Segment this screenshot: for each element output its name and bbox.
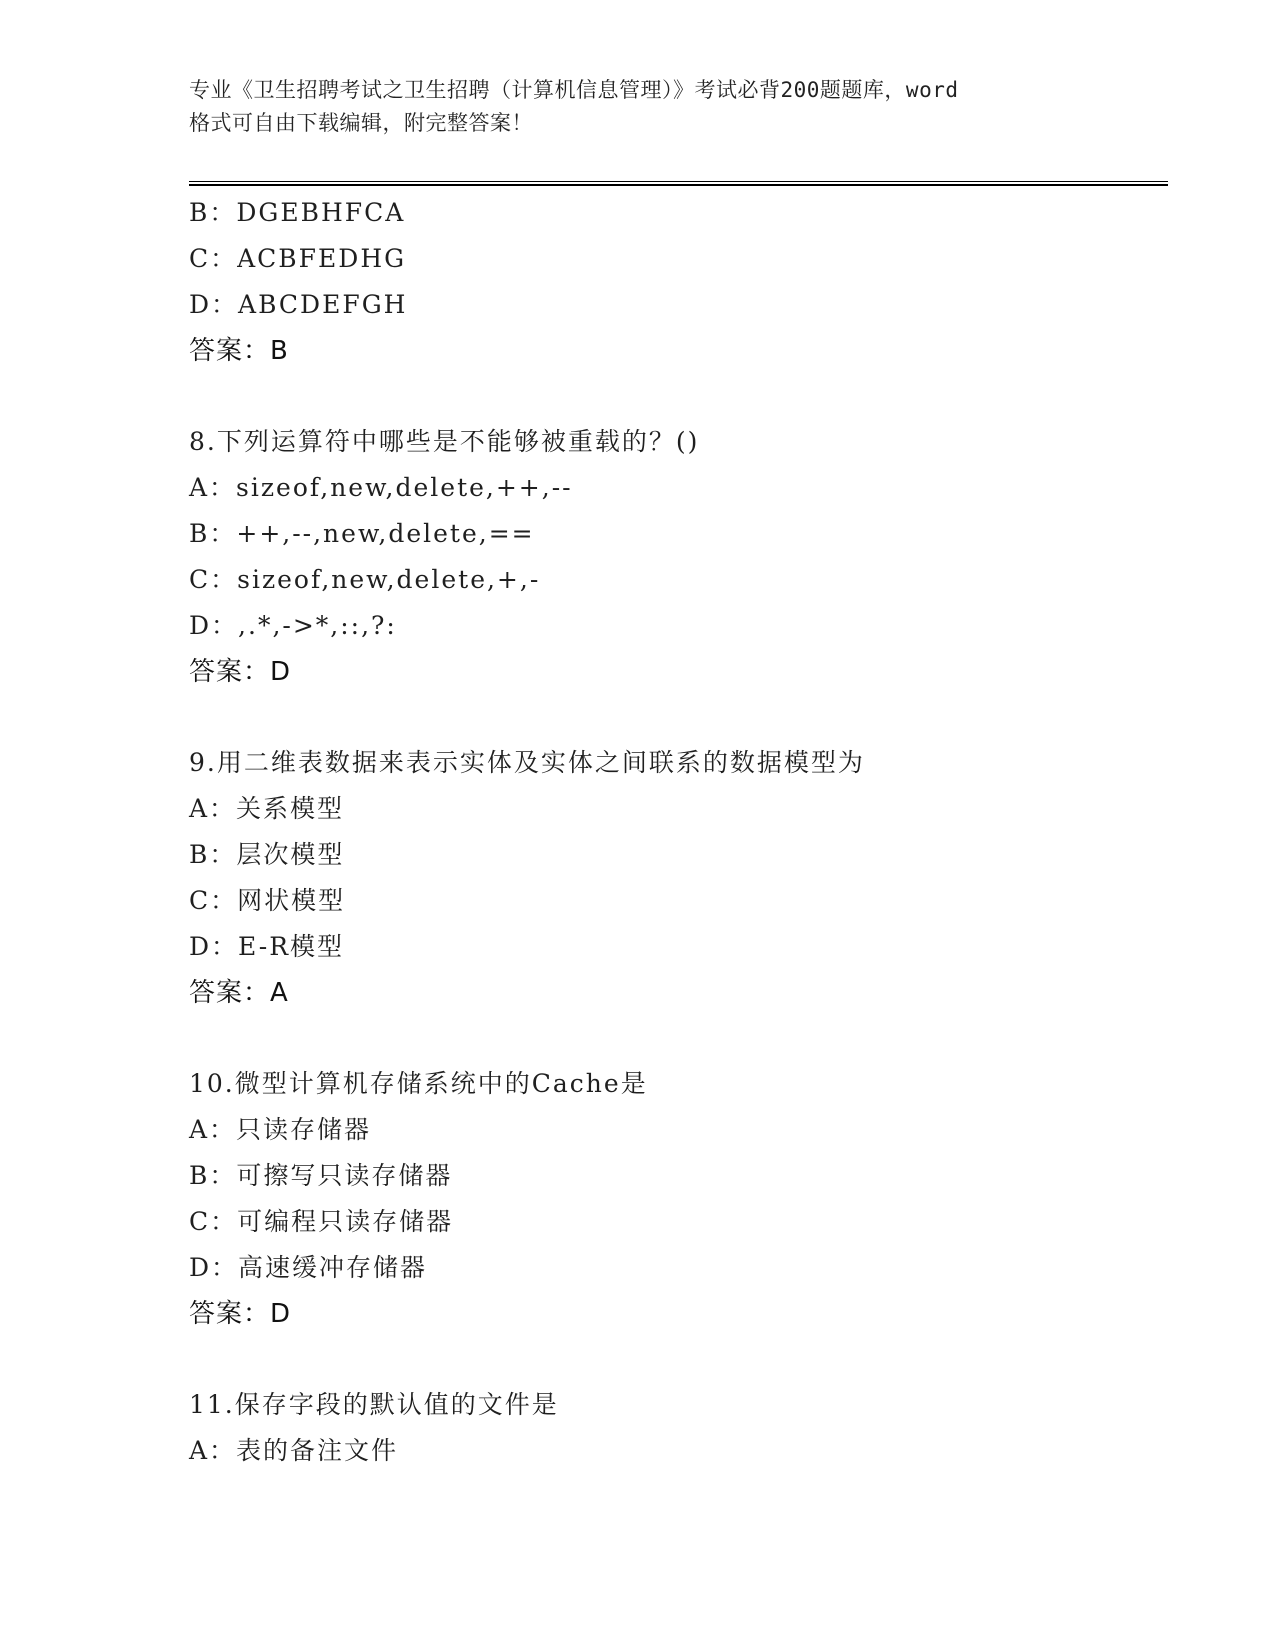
header-line-2: 格式可自由下载编辑，附完整答案！ [189, 111, 533, 135]
option-a: A：只读存储器 [189, 1115, 372, 1144]
question-list [189, 190, 1169, 1474]
question-text: 9.用二维表数据来表示实体及实体之间联系的数据模型为 [189, 748, 865, 777]
option-d: D：,.*,->*,::,?: [189, 611, 397, 640]
option-d: D：高速缓冲存储器 [189, 1253, 428, 1282]
answer: 答案：D [189, 657, 292, 687]
question-10 [189, 1061, 1169, 1337]
question-8 [189, 419, 1169, 695]
question-text: 10.微型计算机存储系统中的Cache是 [189, 1069, 648, 1098]
option-a: A：关系模型 [189, 794, 345, 823]
question-11 [189, 1382, 1169, 1474]
question-text: 8.下列运算符中哪些是不能够被重载的？() [189, 427, 700, 456]
document-header [189, 74, 1089, 140]
question-9 [189, 740, 1169, 1016]
answer: 答案：A [189, 978, 289, 1008]
option-b: B：DGEBHFCA [189, 198, 406, 227]
option-d: D：ABCDEFGH [189, 290, 408, 319]
option-b: B：层次模型 [189, 840, 345, 869]
option-d: D：E-R模型 [189, 932, 345, 961]
question-7-tail [189, 190, 1169, 374]
option-a: A：sizeof,new,delete,++,-- [189, 473, 573, 502]
option-b: B：++,--,new,delete,== [189, 519, 535, 548]
header-divider-thin [189, 181, 1168, 182]
header-divider-thick [189, 184, 1168, 186]
question-text: 11.保存字段的默认值的文件是 [189, 1390, 559, 1419]
option-c: C：sizeof,new,delete,+,- [189, 565, 541, 594]
option-a: A：表的备注文件 [189, 1436, 399, 1465]
option-c: C：ACBFEDHG [189, 244, 407, 273]
answer: 答案：B [189, 336, 289, 366]
option-c: C：网状模型 [189, 886, 346, 915]
answer: 答案：D [189, 1299, 292, 1329]
header-line-1: 专业《卫生招聘考试之卫生招聘（计算机信息管理）》考试必背200题题库，word [189, 78, 959, 102]
option-b: B：可擦写只读存储器 [189, 1161, 453, 1190]
option-c: C：可编程只读存储器 [189, 1207, 454, 1236]
